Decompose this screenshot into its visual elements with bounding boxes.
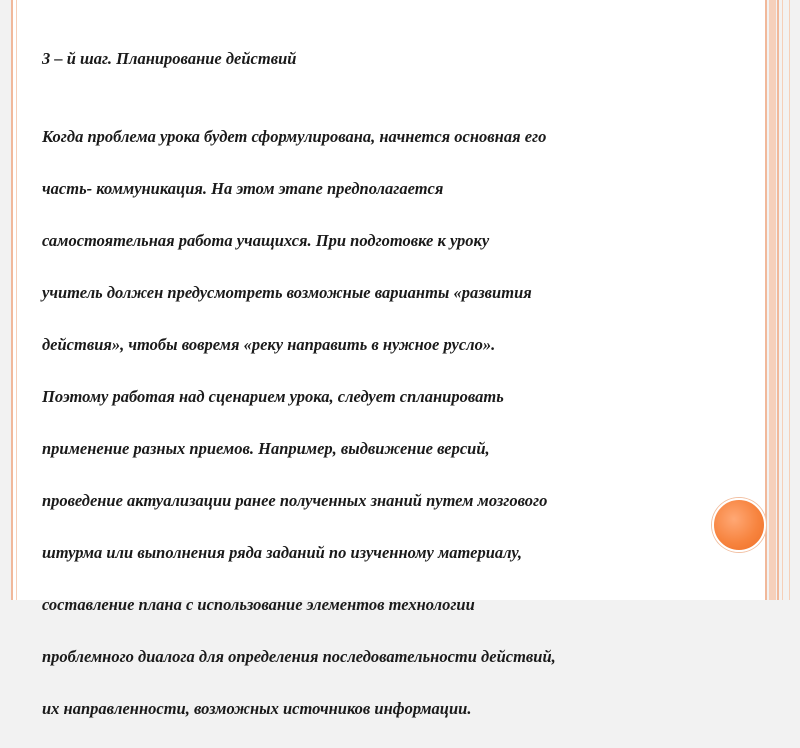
body-line: Когда проблема урока будет сформулирована, начнется основная его <box>42 127 547 146</box>
slide-content <box>42 46 752 748</box>
slide-heading: 3 – й шаг. Планирование действий <box>42 49 297 68</box>
frame-border-right-inner <box>765 0 767 600</box>
body-line: учитель должен предусмотреть возможные варианты «развития <box>42 283 532 302</box>
frame-border-right-thin-2 <box>789 0 790 600</box>
frame-border-right-thin-1 <box>782 0 783 600</box>
slide-body-text <box>42 98 752 748</box>
frame-border-right-outer <box>777 0 779 600</box>
body-line: часть- коммуникация. На этом этапе предполагается <box>42 179 444 198</box>
body-line: их направленности, возможных источников информации. <box>42 699 472 718</box>
body-line: проблемного диалога для определения последовательности действий, <box>42 647 556 666</box>
frame-border-right-band <box>769 0 776 600</box>
body-line: штурма или выполнения ряда заданий по изученному материалу, <box>42 543 523 562</box>
body-line: составление плана с использование элементов технологии <box>42 595 475 614</box>
body-line: проведение актуализации ранее полученных знаний путем мозгового <box>42 491 548 510</box>
body-line: самостоятельная работа учащихся. При подготовке к уроку <box>42 231 490 250</box>
frame-border-left-outer <box>11 0 13 600</box>
body-line: применение разных приемов. Например, выдвижение версий, <box>42 439 490 458</box>
body-line: Поэтому работая над сценарием урока, следует спланировать <box>42 387 504 406</box>
body-line: действия», чтобы вовремя «реку направить в нужное русло». <box>42 335 496 354</box>
orange-circle-decoration <box>712 498 766 552</box>
frame-border-left-inner <box>16 0 17 600</box>
